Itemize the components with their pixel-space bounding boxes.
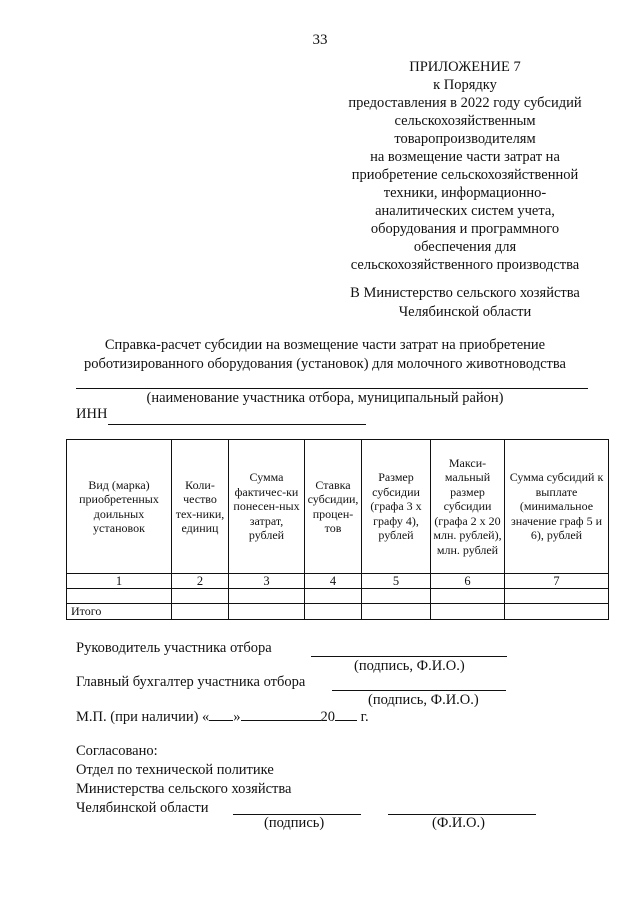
appendix-line: на возмещение части затрат на bbox=[370, 149, 560, 165]
head-label: Руководитель участника отбора bbox=[76, 640, 272, 656]
header-cell: Сумма субсидий к выплате (минимальное значение граф 5 и 6), рублей bbox=[505, 440, 609, 574]
date-mid: » bbox=[233, 709, 241, 725]
column-number: 6 bbox=[431, 574, 505, 589]
appendix-line: к Порядку bbox=[433, 77, 497, 93]
table-cell[interactable] bbox=[172, 604, 229, 620]
table-cell[interactable] bbox=[305, 604, 362, 620]
column-number: 3 bbox=[229, 574, 305, 589]
addressee-line: Челябинской области bbox=[398, 304, 532, 320]
header-cell: Ставка субсидии, процен-тов bbox=[305, 440, 362, 574]
day-field[interactable] bbox=[209, 720, 233, 721]
table-cell[interactable] bbox=[362, 604, 431, 620]
column-number: 1 bbox=[67, 574, 172, 589]
total-row bbox=[67, 604, 609, 620]
table-cell[interactable] bbox=[229, 604, 305, 620]
approval-label: Согласовано: bbox=[76, 743, 158, 759]
column-number: 4 bbox=[305, 574, 362, 589]
appendix-line: предоставления в 2022 году субсидий bbox=[348, 95, 582, 111]
addressee-line: В Министерство сельского хозяйства bbox=[350, 285, 580, 301]
approval-line: Министерства сельского хозяйства bbox=[76, 781, 292, 797]
accountant-signature-line[interactable] bbox=[332, 690, 506, 691]
table-cell[interactable] bbox=[431, 604, 505, 620]
document-title bbox=[60, 336, 590, 374]
appendix-line: ПРИЛОЖЕНИЕ 7 bbox=[409, 59, 521, 75]
date-suffix: г. bbox=[357, 709, 369, 725]
appendix-line: сельскохозяйственным bbox=[394, 113, 536, 129]
header-cell: Сумма фактичес-ки понесен-ных затрат, рублей bbox=[229, 440, 305, 574]
table-header-row bbox=[67, 440, 609, 574]
approval-line: Отдел по технической политике bbox=[76, 762, 274, 778]
appendix-line: обеспечения для bbox=[413, 239, 517, 255]
page-number: 33 bbox=[312, 32, 328, 48]
appendix-line: оборудования и программного bbox=[370, 221, 560, 237]
header-cell: Коли-чество тех-ники, единиц bbox=[172, 440, 229, 574]
table-cell[interactable] bbox=[431, 589, 505, 604]
appendix-line: сельскохозяйственного производства bbox=[350, 257, 580, 273]
head-caption: (подпись, Ф.И.О.) bbox=[354, 658, 465, 674]
appendix-line: приобретение сельскохозяйственной bbox=[351, 167, 579, 183]
column-number: 2 bbox=[172, 574, 229, 589]
column-number: 7 bbox=[505, 574, 609, 589]
column-number: 5 bbox=[362, 574, 431, 589]
subsidy-table bbox=[66, 439, 609, 620]
participant-caption: (наименование участника отбора, муниципальный район) bbox=[146, 390, 504, 406]
table-cell[interactable] bbox=[505, 589, 609, 604]
header-cell: Макси-мальный размер субсидии (графа 2 x 20 млн. рублей), млн. рублей bbox=[431, 440, 505, 574]
date-prefix: М.П. (при наличии) « bbox=[76, 709, 210, 725]
year-prefix: 20 bbox=[320, 709, 336, 725]
table-cell[interactable] bbox=[67, 589, 172, 604]
column-number-row bbox=[67, 574, 609, 589]
table-cell[interactable] bbox=[505, 604, 609, 620]
head-signature-line[interactable] bbox=[311, 656, 507, 657]
title-line: Справка-расчет субсидии на возмещение части затрат на приобретение bbox=[104, 337, 546, 353]
month-field[interactable] bbox=[241, 720, 321, 721]
inn-label: ИНН bbox=[76, 406, 108, 422]
appendix-line: товаропроизводителям bbox=[394, 131, 536, 147]
addressee bbox=[315, 284, 615, 322]
appendix-line: техники, информационно- bbox=[383, 185, 547, 201]
header-cell: Размер субсидии (графа 3 x графу 4), рублей bbox=[362, 440, 431, 574]
accountant-caption: (подпись, Ф.И.О.) bbox=[368, 692, 479, 708]
date-line bbox=[76, 709, 369, 726]
total-label: Итого bbox=[67, 604, 172, 620]
header-cell: Вид (марка) приобретенных доильных установок bbox=[67, 440, 172, 574]
table-row bbox=[67, 589, 609, 604]
approval-line: Челябинской области bbox=[76, 800, 209, 816]
appendix-line: аналитических систем учета, bbox=[375, 203, 555, 219]
inn-field-line[interactable] bbox=[108, 424, 366, 425]
year-field[interactable] bbox=[335, 720, 357, 721]
table-cell[interactable] bbox=[362, 589, 431, 604]
accountant-label: Главный бухгалтер участника отбора bbox=[76, 674, 306, 690]
approval-name-caption: (Ф.И.О.) bbox=[432, 815, 485, 831]
title-line: роботизированного оборудования (установок) для молочного животноводства bbox=[84, 356, 566, 372]
table-cell[interactable] bbox=[305, 589, 362, 604]
participant-name-line[interactable] bbox=[76, 388, 588, 389]
appendix-header bbox=[315, 58, 615, 274]
table-cell[interactable] bbox=[229, 589, 305, 604]
table-cell[interactable] bbox=[172, 589, 229, 604]
approval-signature-caption: (подпись) bbox=[264, 815, 325, 831]
